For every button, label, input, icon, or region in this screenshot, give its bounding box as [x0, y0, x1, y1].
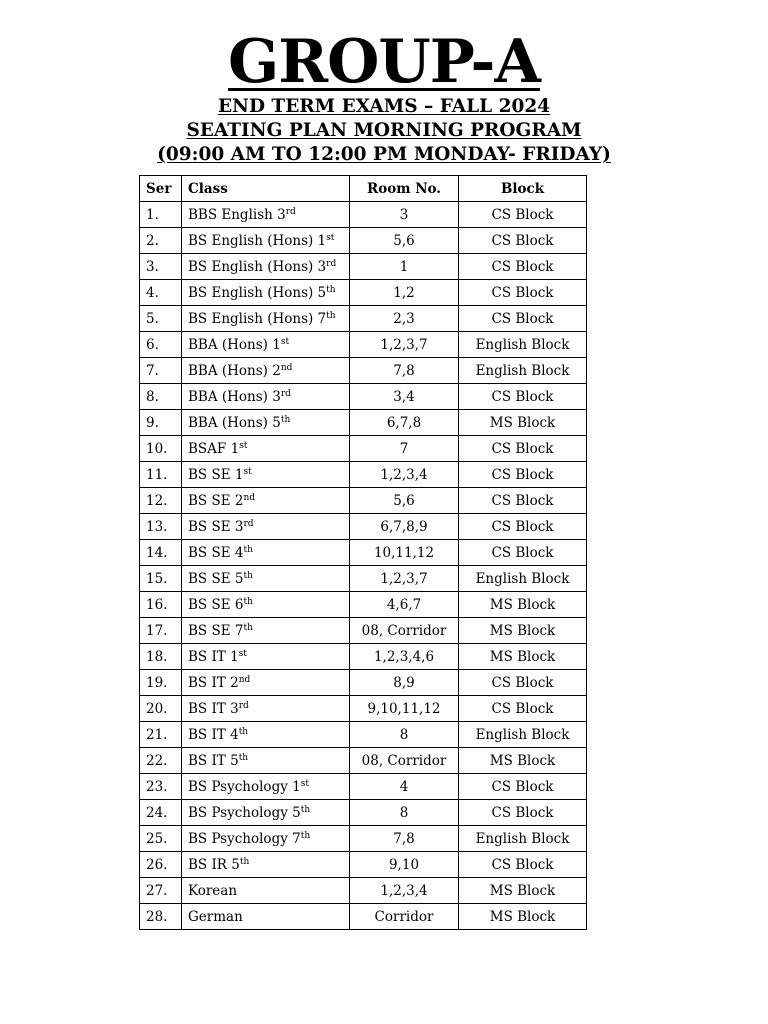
- ordinal-suffix: rd: [285, 206, 296, 217]
- class-name: BS SE 4: [188, 544, 244, 561]
- row-class: [182, 280, 350, 306]
- row-class: [182, 488, 350, 514]
- class-name: BBA (Hons) 2: [188, 362, 281, 379]
- row-ser: 18.: [140, 644, 182, 670]
- class-name: BS Psychology 1: [188, 778, 301, 795]
- row-ser: 15.: [140, 566, 182, 592]
- row-ser: 13.: [140, 514, 182, 540]
- class-name: BBS English 3: [188, 206, 286, 223]
- table-row: [140, 410, 587, 436]
- row-class: [182, 722, 350, 748]
- row-ser: 9.: [140, 410, 182, 436]
- ordinal-suffix: th: [243, 544, 253, 555]
- row-ser: 16.: [140, 592, 182, 618]
- ordinal-suffix: th: [243, 570, 253, 581]
- ordinal-suffix: st: [300, 778, 309, 789]
- row-ser: 4.: [140, 280, 182, 306]
- row-block: CS Block: [459, 280, 587, 306]
- row-ser: 8.: [140, 384, 182, 410]
- table-row: [140, 618, 587, 644]
- row-room: 08, Corridor: [350, 748, 459, 774]
- ordinal-suffix: rd: [243, 518, 254, 529]
- group-title: GROUP-A: [228, 27, 540, 97]
- row-block: MS Block: [459, 644, 587, 670]
- row-ser: 22.: [140, 748, 182, 774]
- table-row: [140, 228, 587, 254]
- row-ser: 14.: [140, 540, 182, 566]
- row-ser: 17.: [140, 618, 182, 644]
- table-row: [140, 826, 587, 852]
- table-row: [140, 670, 587, 696]
- row-ser: 26.: [140, 852, 182, 878]
- row-block: CS Block: [459, 852, 587, 878]
- row-block: MS Block: [459, 748, 587, 774]
- exam-heading: END TERM EXAMS – FALL 2024: [217, 96, 551, 117]
- row-room: 5,6: [350, 488, 459, 514]
- ordinal-suffix: th: [300, 804, 311, 815]
- row-block: MS Block: [459, 410, 587, 436]
- row-ser: 1.: [140, 202, 182, 228]
- ordinal-suffix: th: [238, 752, 249, 763]
- ordinal-suffix: th: [239, 856, 250, 867]
- ordinal-suffix: nd: [280, 362, 293, 373]
- class-name: BS IT 5: [188, 752, 239, 769]
- ordinal-suffix: nd: [243, 492, 256, 503]
- row-ser: 19.: [140, 670, 182, 696]
- row-block: CS Block: [459, 202, 587, 228]
- ordinal-suffix: th: [326, 310, 336, 321]
- row-room: 3: [350, 202, 459, 228]
- row-class: [182, 540, 350, 566]
- row-room: 1,2: [350, 280, 459, 306]
- class-name: BS SE 6: [188, 596, 244, 613]
- row-class: [182, 566, 350, 592]
- ordinal-suffix: st: [280, 336, 290, 347]
- row-class: [182, 514, 350, 540]
- table-row: [140, 540, 587, 566]
- row-ser: 23.: [140, 774, 182, 800]
- ordinal-suffix: th: [243, 596, 253, 607]
- ordinal-suffix: st: [239, 440, 248, 451]
- class-name: BBA (Hons) 3: [188, 388, 281, 405]
- ordinal-suffix: th: [243, 622, 253, 633]
- row-block: MS Block: [459, 904, 587, 930]
- class-name: German: [188, 908, 243, 925]
- table-row: [140, 488, 587, 514]
- row-room: 7,8: [350, 358, 459, 384]
- row-room: 1: [350, 254, 459, 280]
- table-header-row: [140, 176, 587, 202]
- row-room: 8: [350, 800, 459, 826]
- row-room: 1,2,3,4: [350, 462, 459, 488]
- class-name: BS SE 5: [188, 570, 244, 587]
- class-name: BBA (Hons) 1: [188, 336, 281, 353]
- class-name: BS IT 3: [188, 700, 239, 717]
- row-class: [182, 774, 350, 800]
- table-row: [140, 878, 587, 904]
- row-block: MS Block: [459, 618, 587, 644]
- class-name: BS SE 7: [188, 622, 244, 639]
- row-block: CS Block: [459, 514, 587, 540]
- row-class: [182, 904, 350, 930]
- row-ser: 5.: [140, 306, 182, 332]
- row-block: English Block: [459, 358, 587, 384]
- class-name: BS IT 2: [188, 674, 239, 691]
- column-header-block: Block: [459, 176, 587, 202]
- row-ser: 21.: [140, 722, 182, 748]
- table-row: [140, 852, 587, 878]
- table-row: [140, 722, 587, 748]
- row-class: [182, 748, 350, 774]
- row-ser: 27.: [140, 878, 182, 904]
- table-row: [140, 696, 587, 722]
- class-name: BS SE 1: [188, 466, 244, 483]
- row-ser: 2.: [140, 228, 182, 254]
- row-class: [182, 696, 350, 722]
- row-room: 7: [350, 436, 459, 462]
- row-class: [182, 800, 350, 826]
- row-ser: 6.: [140, 332, 182, 358]
- row-class: [182, 410, 350, 436]
- row-block: CS Block: [459, 254, 587, 280]
- row-room: 1,2,3,7: [350, 332, 459, 358]
- row-class: [182, 644, 350, 670]
- table-row: [140, 904, 587, 930]
- ordinal-suffix: rd: [326, 258, 337, 269]
- row-class: [182, 878, 350, 904]
- row-class: [182, 228, 350, 254]
- row-ser: 3.: [140, 254, 182, 280]
- table-row: [140, 800, 587, 826]
- row-room: 1,2,3,4,6: [350, 644, 459, 670]
- row-ser: 28.: [140, 904, 182, 930]
- seating-plan-heading: SEATING PLAN MORNING PROGRAM: [186, 120, 582, 141]
- row-block: MS Block: [459, 592, 587, 618]
- ordinal-suffix: th: [326, 284, 336, 295]
- class-name: BS SE 2: [188, 492, 244, 509]
- class-name: BS IR 5: [188, 856, 240, 873]
- row-class: [182, 826, 350, 852]
- row-ser: 25.: [140, 826, 182, 852]
- row-room: 1,2,3,4: [350, 878, 459, 904]
- class-name: BS IT 1: [188, 648, 239, 665]
- row-class: [182, 254, 350, 280]
- row-block: CS Block: [459, 670, 587, 696]
- row-block: CS Block: [459, 774, 587, 800]
- row-room: 9,10: [350, 852, 459, 878]
- row-room: 8: [350, 722, 459, 748]
- ordinal-suffix: th: [280, 414, 291, 425]
- row-room: 4,6,7: [350, 592, 459, 618]
- row-class: [182, 592, 350, 618]
- ordinal-suffix: rd: [238, 700, 249, 711]
- table-row: [140, 358, 587, 384]
- table-row: [140, 254, 587, 280]
- ordinal-suffix: th: [300, 830, 311, 841]
- table-row: [140, 202, 587, 228]
- row-room: Corridor: [350, 904, 459, 930]
- row-room: 10,11,12: [350, 540, 459, 566]
- class-name: BS English (Hons) 5: [188, 284, 327, 301]
- row-block: CS Block: [459, 384, 587, 410]
- row-block: CS Block: [459, 696, 587, 722]
- row-class: [182, 332, 350, 358]
- class-name: Korean: [188, 882, 238, 899]
- row-block: English Block: [459, 722, 587, 748]
- row-ser: 24.: [140, 800, 182, 826]
- row-ser: 20.: [140, 696, 182, 722]
- row-room: 9,10,11,12: [350, 696, 459, 722]
- row-block: CS Block: [459, 488, 587, 514]
- class-name: BS English (Hons) 3: [188, 258, 327, 275]
- row-class: [182, 306, 350, 332]
- table-row: [140, 774, 587, 800]
- row-room: 6,7,8: [350, 410, 459, 436]
- row-block: CS Block: [459, 462, 587, 488]
- row-block: MS Block: [459, 878, 587, 904]
- class-name: BS English (Hons) 1: [188, 232, 327, 249]
- row-block: English Block: [459, 566, 587, 592]
- table-row: [140, 332, 587, 358]
- row-ser: 12.: [140, 488, 182, 514]
- class-name: BS Psychology 5: [188, 804, 301, 821]
- row-class: [182, 202, 350, 228]
- row-class: [182, 436, 350, 462]
- class-name: BBA (Hons) 5: [188, 414, 281, 431]
- row-room: 2,3: [350, 306, 459, 332]
- row-block: CS Block: [459, 800, 587, 826]
- table-row: [140, 592, 587, 618]
- row-room: 8,9: [350, 670, 459, 696]
- timing-heading: (09:00 AM TO 12:00 PM MONDAY- FRIDAY): [157, 144, 611, 165]
- column-header-class: Class: [182, 176, 350, 202]
- table-row: [140, 644, 587, 670]
- table-row: [140, 384, 587, 410]
- class-name: BS Psychology 7: [188, 830, 301, 847]
- row-ser: 10.: [140, 436, 182, 462]
- row-room: 3,4: [350, 384, 459, 410]
- row-block: English Block: [459, 332, 587, 358]
- table-row: [140, 462, 587, 488]
- class-name: BS IT 4: [188, 726, 239, 743]
- table-row: [140, 566, 587, 592]
- row-block: CS Block: [459, 228, 587, 254]
- row-room: 4: [350, 774, 459, 800]
- class-name: BS English (Hons) 7: [188, 310, 327, 327]
- ordinal-suffix: rd: [280, 388, 291, 399]
- row-class: [182, 462, 350, 488]
- table-row: [140, 306, 587, 332]
- table-row: [140, 436, 587, 462]
- class-name: BSAF 1: [188, 440, 240, 457]
- row-class: [182, 384, 350, 410]
- row-room: 6,7,8,9: [350, 514, 459, 540]
- class-name: BS SE 3: [188, 518, 244, 535]
- row-class: [182, 670, 350, 696]
- row-class: [182, 618, 350, 644]
- row-room: 08, Corridor: [350, 618, 459, 644]
- column-header-room: Room No.: [350, 176, 459, 202]
- table-row: [140, 748, 587, 774]
- row-room: 1,2,3,7: [350, 566, 459, 592]
- ordinal-suffix: nd: [238, 674, 251, 685]
- row-block: CS Block: [459, 436, 587, 462]
- row-room: 5,6: [350, 228, 459, 254]
- row-block: English Block: [459, 826, 587, 852]
- row-class: [182, 852, 350, 878]
- table-row: [140, 514, 587, 540]
- seating-plan-table: [139, 175, 587, 930]
- row-ser: 7.: [140, 358, 182, 384]
- table-row: [140, 280, 587, 306]
- row-ser: 11.: [140, 462, 182, 488]
- column-header-ser: Ser: [140, 176, 182, 202]
- row-room: 7,8: [350, 826, 459, 852]
- row-class: [182, 358, 350, 384]
- row-block: CS Block: [459, 540, 587, 566]
- ordinal-suffix: st: [238, 648, 247, 659]
- ordinal-suffix: st: [243, 466, 252, 477]
- row-block: CS Block: [459, 306, 587, 332]
- ordinal-suffix: st: [326, 232, 335, 243]
- ordinal-suffix: th: [238, 726, 249, 737]
